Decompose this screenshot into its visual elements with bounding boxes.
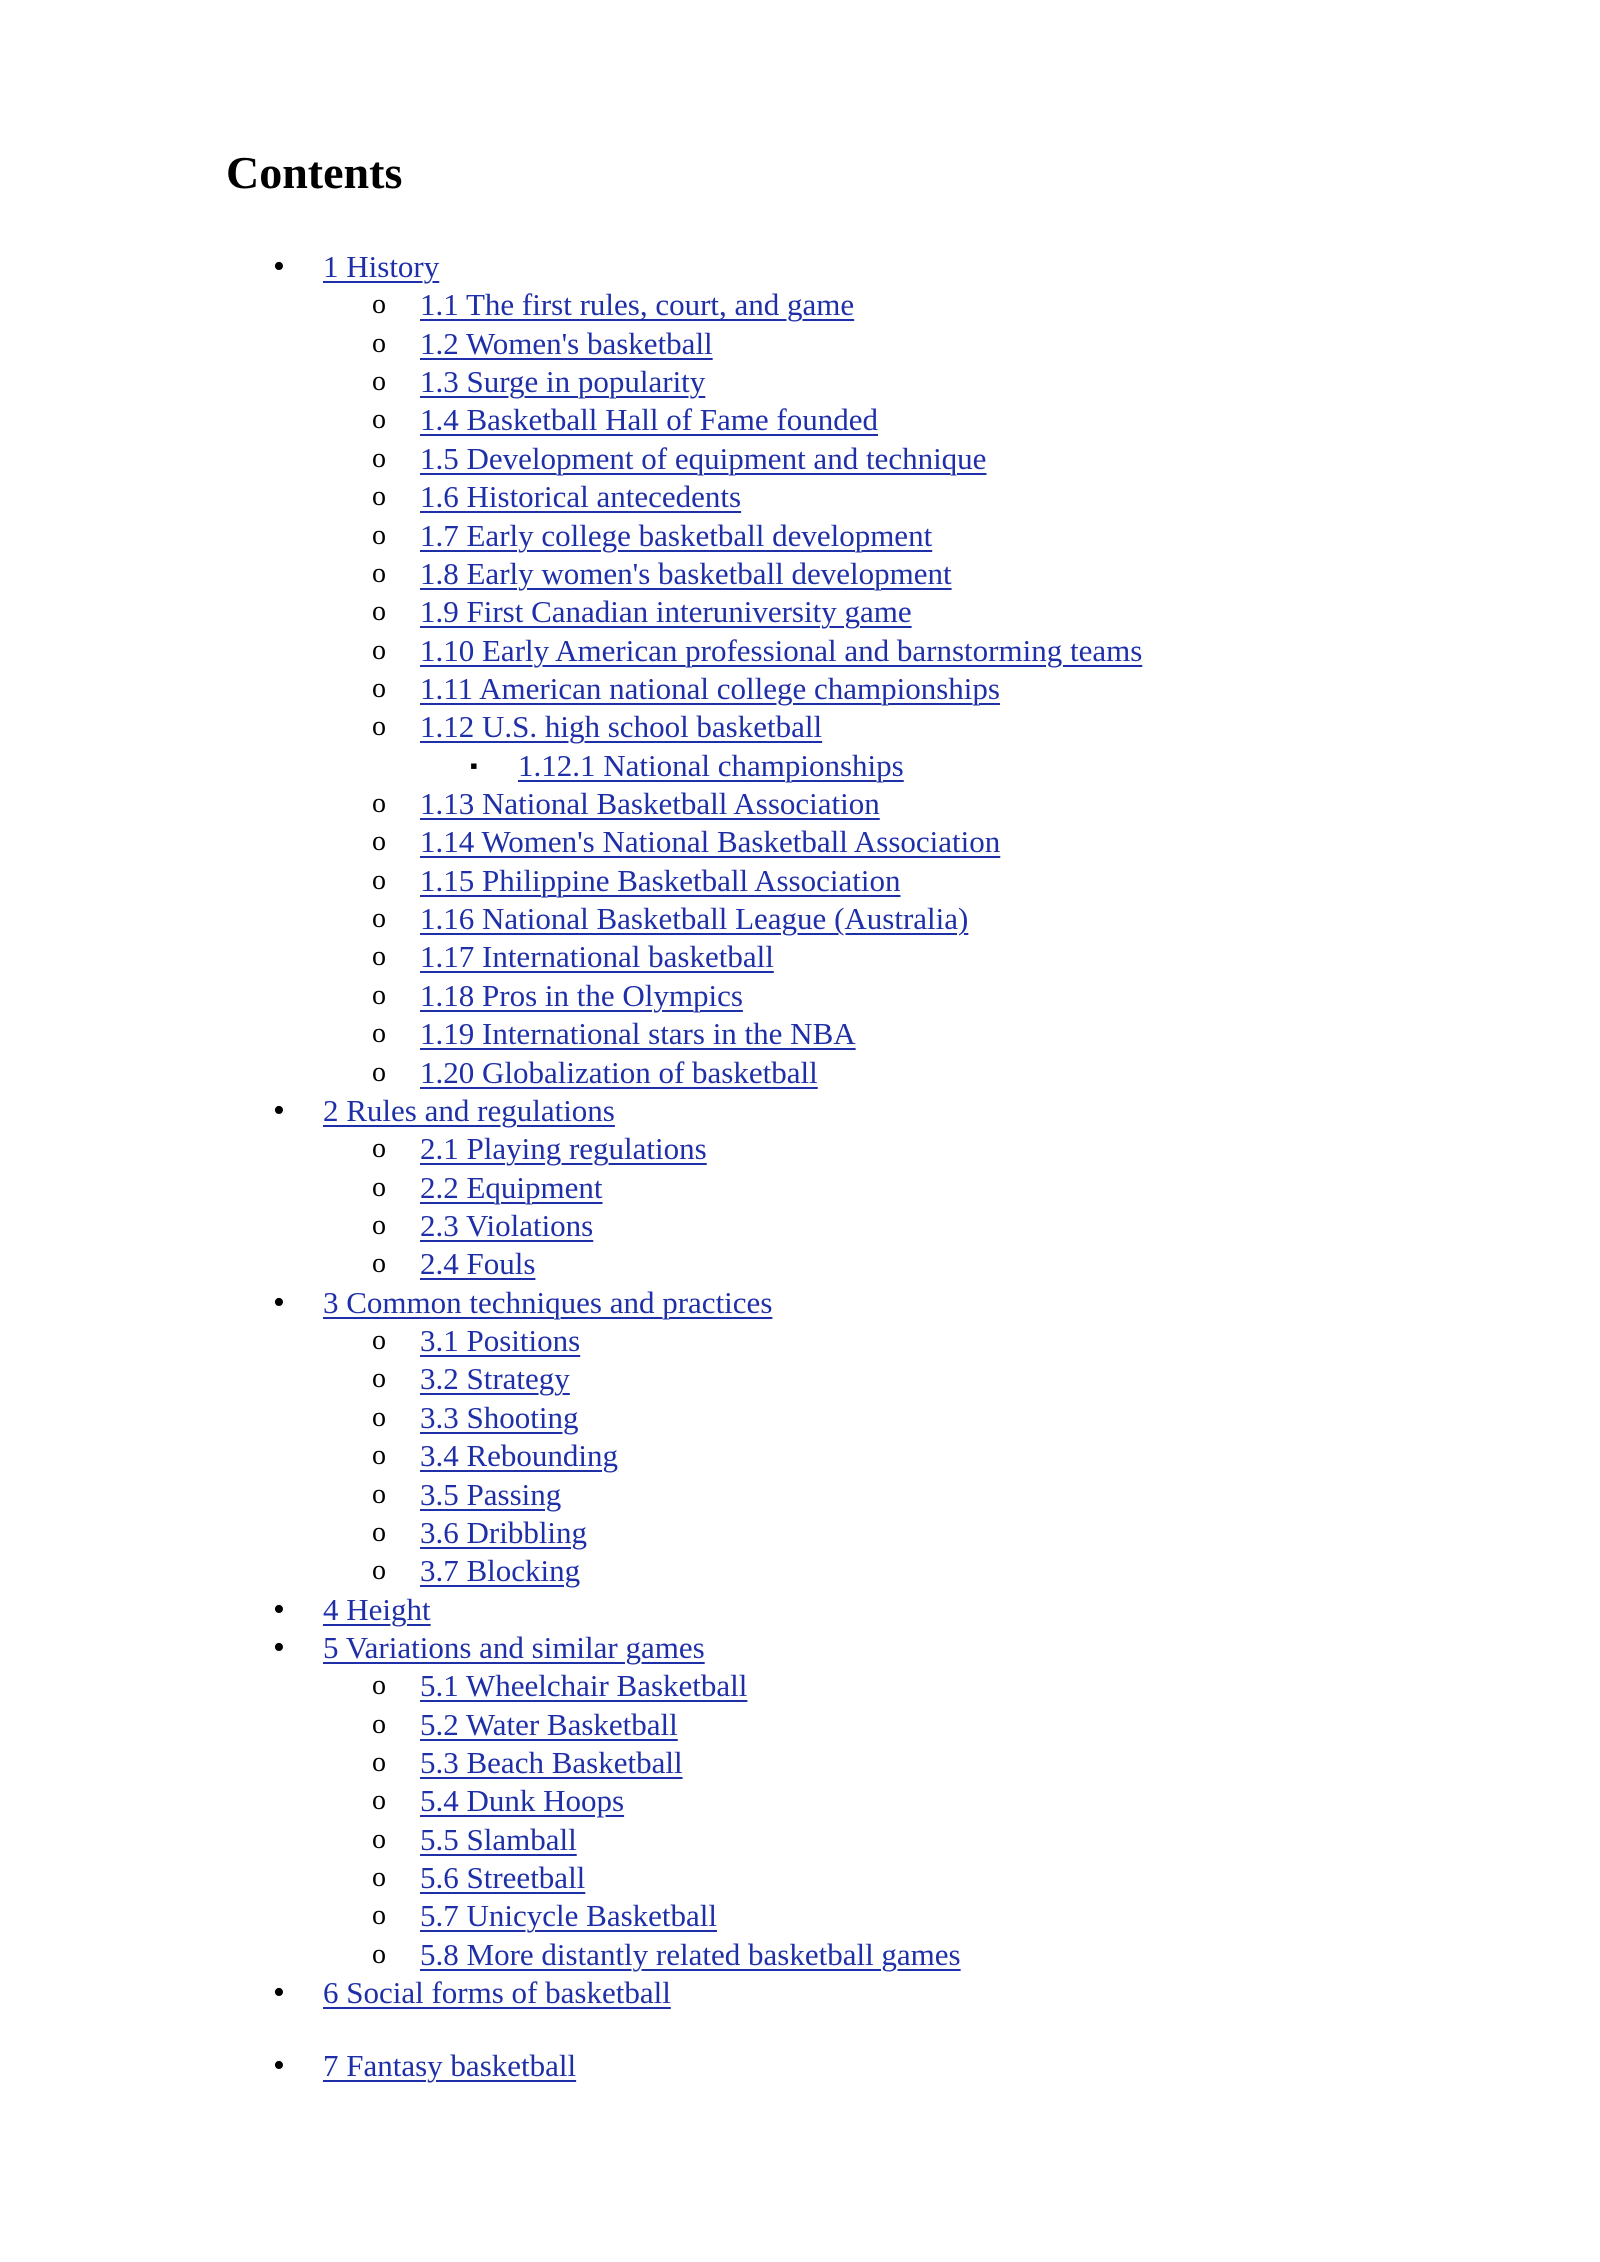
list-bullet: o (372, 634, 386, 666)
list-bullet: • (273, 1974, 285, 2012)
list-bullet: • (273, 1590, 285, 1628)
toc-item (0, 1245, 1600, 1283)
toc-item (0, 1974, 1600, 2012)
toc-link[interactable]: 5.8 More distantly related basketball games (420, 1936, 961, 1972)
list-bullet: o (372, 1056, 386, 1088)
list-bullet: o (372, 404, 386, 436)
list-bullet: o (372, 1555, 386, 1587)
toc-item (0, 248, 1600, 286)
toc-item (0, 1552, 1600, 1590)
toc-item (0, 1399, 1600, 1437)
toc-link[interactable]: 5.7 Unicycle Basketball (420, 1898, 717, 1934)
toc-link[interactable]: 3.4 Rebounding (420, 1438, 619, 1474)
list-bullet: o (372, 1363, 386, 1395)
toc-link[interactable]: 5.6 Streetball (420, 1860, 586, 1896)
list-bullet: o (372, 1209, 386, 1241)
toc-item (0, 1897, 1600, 1935)
list-bullet: o (372, 672, 386, 704)
list-bullet: o (372, 1938, 386, 1970)
list-bullet: o (372, 864, 386, 896)
toc-item (0, 1207, 1600, 1245)
list-bullet: o (372, 1516, 386, 1548)
toc-link[interactable]: 1.12 U.S. high school basketball (420, 709, 823, 745)
toc-link[interactable]: 1.13 National Basketball Association (420, 786, 880, 822)
list-bullet: o (372, 1401, 386, 1433)
toc-link[interactable]: 2 Rules and regulations (323, 1092, 615, 1128)
toc-link[interactable]: 7 Fantasy basketball (323, 2047, 577, 2083)
toc-item (0, 1476, 1600, 1514)
toc-item (0, 1936, 1600, 1974)
toc-link[interactable]: 2.2 Equipment (420, 1169, 603, 1205)
list-bullet: • (273, 248, 285, 285)
toc-link[interactable]: 2.4 Fouls (420, 1246, 536, 1282)
list-bullet: • (273, 1091, 285, 1129)
list-bullet: o (372, 788, 386, 820)
toc-link[interactable]: 5.3 Beach Basketball (420, 1745, 683, 1781)
toc-item (0, 1015, 1600, 1053)
toc-link[interactable]: 1.3 Surge in popularity (420, 364, 706, 400)
toc-link[interactable]: 1.7 Early college basketball development (420, 517, 933, 553)
toc-link[interactable]: 1.15 Philippine Basketball Association (420, 862, 901, 898)
toc-item (0, 478, 1600, 516)
list-bullet: ▪ (470, 752, 478, 778)
list-bullet: o (372, 1862, 386, 1894)
toc-link[interactable]: 3.5 Passing (420, 1476, 562, 1512)
toc-link[interactable]: 3.6 Dribbling (420, 1514, 588, 1550)
toc-link[interactable]: 1.1 The first rules, court, and game (420, 287, 855, 323)
toc-item (0, 593, 1600, 631)
toc-item (0, 1782, 1600, 1820)
list-bullet: o (372, 1900, 386, 1932)
toc-link[interactable]: 1 History (323, 249, 440, 284)
list-bullet: o (372, 366, 386, 398)
toc-item (0, 1284, 1600, 1322)
list-bullet: o (372, 1133, 386, 1165)
toc-item (0, 1706, 1600, 1744)
toc-link[interactable]: 5.2 Water Basketball (420, 1706, 678, 1742)
toc-item (0, 1667, 1600, 1705)
toc-link[interactable]: 3.7 Blocking (420, 1553, 581, 1589)
list-bullet: o (372, 1171, 386, 1203)
toc-item (0, 2047, 1600, 2085)
toc-item (0, 1514, 1600, 1552)
toc-link[interactable]: 1.19 International stars in the NBA (420, 1016, 856, 1052)
list-bullet: o (372, 1785, 386, 1817)
toc-item (0, 823, 1600, 861)
toc-link[interactable]: 1.5 Development of equipment and technique (420, 440, 987, 476)
toc-item (0, 1130, 1600, 1168)
list-bullet: o (372, 1440, 386, 1472)
toc-link[interactable]: 1.18 Pros in the Olympics (420, 977, 743, 1013)
toc-link[interactable]: 5.5 Slamball (420, 1821, 577, 1857)
toc-link[interactable]: 1.20 Globalization of basketball (420, 1054, 818, 1090)
list-bullet: • (273, 1283, 285, 1321)
toc-item (0, 325, 1600, 363)
toc-item (0, 517, 1600, 555)
toc-item (0, 1169, 1600, 1207)
toc-link[interactable]: 1.2 Women's basketball (420, 325, 713, 361)
toc-item (0, 708, 1600, 746)
toc-item (0, 1092, 1600, 1130)
list-bullet: o (372, 1708, 386, 1740)
toc-link[interactable]: 1.11 American national college championships (420, 670, 1000, 706)
list-bullet: o (372, 711, 386, 743)
toc-link[interactable]: 5.4 Dunk Hoops (420, 1783, 625, 1819)
toc-item (0, 1360, 1600, 1398)
toc-item (0, 862, 1600, 900)
toc-link[interactable]: 1.10 Early American professional and barnstorming teams (420, 632, 1143, 668)
toc-item (0, 900, 1600, 938)
toc-item (0, 1591, 1600, 1629)
toc-item (0, 670, 1600, 708)
toc-link[interactable]: 1.8 Early women's basketball development (420, 555, 952, 591)
toc-link[interactable]: 4 Height (323, 1591, 431, 1627)
toc-item (0, 1629, 1600, 1667)
table-of-contents (0, 248, 1600, 2085)
toc-item (0, 632, 1600, 670)
list-bullet: o (372, 442, 386, 474)
toc-link[interactable]: 1.6 Historical antecedents (420, 479, 742, 515)
list-bullet: o (372, 1747, 386, 1779)
toc-link[interactable]: 2.3 Violations (420, 1207, 594, 1243)
toc-item (0, 1859, 1600, 1897)
list-bullet: o (372, 941, 386, 973)
list-bullet: o (372, 596, 386, 628)
list-bullet: o (372, 1248, 386, 1280)
toc-item (0, 363, 1600, 401)
toc-item (0, 401, 1600, 439)
toc-item (0, 440, 1600, 478)
toc-item (0, 977, 1600, 1015)
toc-link[interactable]: 5 Variations and similar games (323, 1629, 705, 1665)
toc-link[interactable]: 1.17 International basketball (420, 939, 774, 975)
list-bullet: • (273, 2046, 285, 2084)
list-bullet: o (372, 327, 386, 359)
list-bullet: o (372, 1670, 386, 1702)
list-bullet: o (372, 481, 386, 513)
toc-link[interactable]: 3.1 Positions (420, 1323, 581, 1359)
list-bullet: o (372, 519, 386, 551)
toc-link[interactable]: 5.1 Wheelchair Basketball (420, 1668, 748, 1704)
toc-item (0, 747, 1600, 785)
list-bullet: o (372, 289, 386, 321)
toc-item (0, 1322, 1600, 1360)
toc-link[interactable]: 3 Common techniques and practices (323, 1284, 773, 1320)
toc-link[interactable]: 3.3 Shooting (420, 1399, 579, 1435)
toc-link[interactable]: 1.14 Women's National Basketball Association (420, 824, 1001, 860)
toc-item (0, 785, 1600, 823)
list-bullet: o (372, 979, 386, 1011)
list-bullet: o (372, 1325, 386, 1357)
list-bullet: o (372, 826, 386, 858)
toc-link[interactable]: 2.1 Playing regulations (420, 1131, 707, 1167)
toc-item (0, 555, 1600, 593)
list-bullet: o (372, 903, 386, 935)
list-bullet: o (372, 557, 386, 589)
list-bullet: o (372, 1823, 386, 1855)
page-title: Contents (226, 147, 403, 198)
toc-link[interactable]: 1.16 National Basketball League (Australia) (420, 901, 969, 937)
list-bullet: • (273, 1628, 285, 1666)
toc-link[interactable]: 1.9 First Canadian interuniversity game (420, 594, 912, 630)
toc-item (0, 938, 1600, 976)
toc-link[interactable]: 6 Social forms of basketball (323, 1975, 671, 2011)
toc-link[interactable]: 3.2 Strategy (420, 1361, 570, 1397)
toc-item (0, 1054, 1600, 1092)
toc-item (0, 1744, 1600, 1782)
toc-item (0, 1437, 1600, 1475)
toc-item (0, 1821, 1600, 1859)
toc-link[interactable]: 1.12.1 National championships (518, 747, 904, 783)
list-bullet: o (372, 1018, 386, 1050)
list-bullet: o (372, 1478, 386, 1510)
toc-link[interactable]: 1.4 Basketball Hall of Fame founded (420, 402, 879, 438)
toc-item (0, 286, 1600, 324)
